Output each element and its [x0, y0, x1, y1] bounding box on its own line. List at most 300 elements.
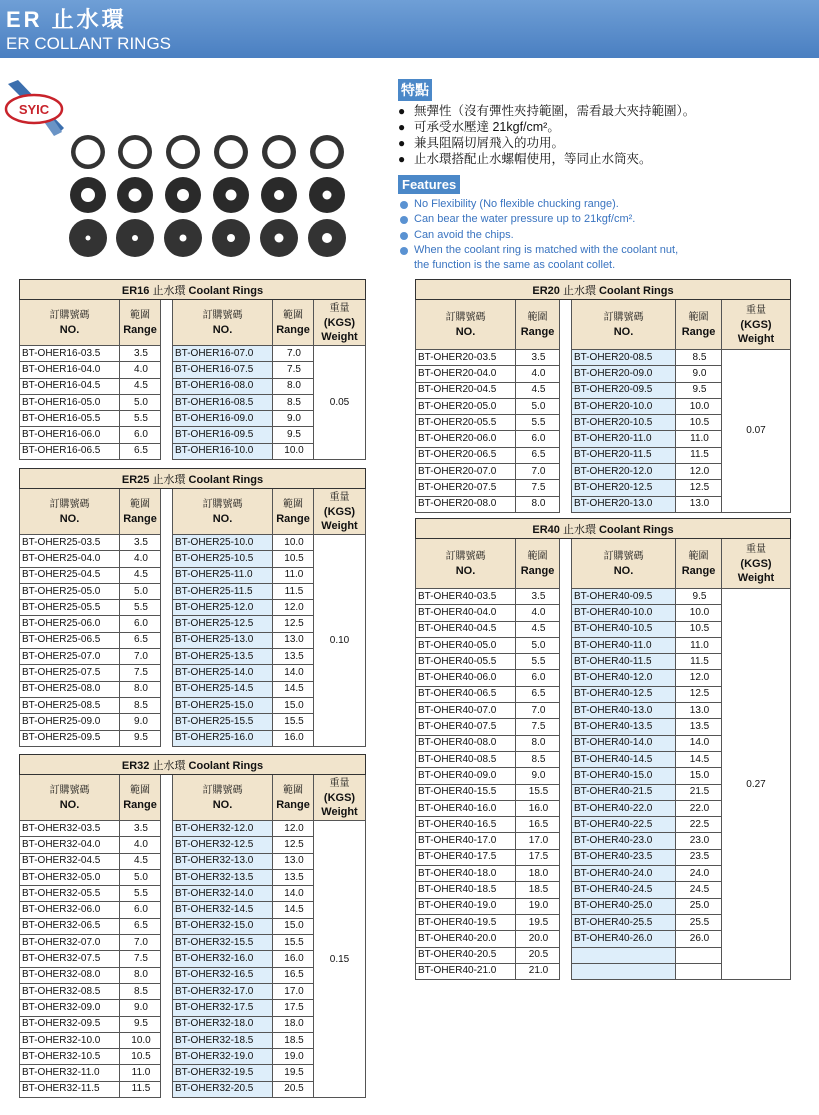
order-number: BT-OHER32-16.5	[173, 967, 273, 983]
order-number: BT-OHER16-08.5	[173, 394, 273, 410]
order-number: BT-OHER20-08.5	[572, 350, 676, 366]
column-gap	[161, 983, 173, 999]
range-value: 12.0	[273, 600, 314, 616]
range-value: 19.0	[516, 898, 560, 914]
order-number: BT-OHER32-17.5	[173, 1000, 273, 1016]
column-gap	[560, 670, 572, 686]
range-value: 9.5	[120, 1016, 161, 1032]
order-number: BT-OHER40-07.0	[416, 703, 516, 719]
range-value: 4.0	[120, 837, 161, 853]
range-value: 5.5	[516, 654, 560, 670]
order-number: BT-OHER40-22.0	[572, 800, 676, 816]
order-number: BT-OHER40-06.5	[416, 686, 516, 702]
order-number: BT-OHER20-06.5	[416, 447, 516, 463]
order-number: BT-OHER16-04.5	[20, 378, 120, 394]
range-value: 19.0	[273, 1049, 314, 1065]
col-header-no-zh: 訂購號碼	[603, 311, 644, 323]
col-header-weight	[314, 775, 366, 821]
feature-zh-item: ● 可承受水壓達 21kgf/cm²。	[398, 119, 695, 135]
range-value: 3.5	[120, 346, 161, 362]
order-number: BT-OHER25-16.0	[173, 730, 273, 746]
table-code: ER40	[532, 523, 560, 536]
column-gap	[560, 398, 572, 414]
range-value: 9.0	[120, 1000, 161, 1016]
range-value: 10.5	[676, 415, 722, 431]
order-number: BT-OHER32-05.5	[20, 886, 120, 902]
col-header-range	[273, 489, 314, 535]
table-title-en: Coolant Rings	[188, 284, 264, 297]
range-value: 23.5	[676, 849, 722, 865]
order-number: BT-OHER40-20.0	[416, 931, 516, 947]
column-gap	[161, 951, 173, 967]
syic-logo	[4, 78, 68, 138]
column-gap	[560, 833, 572, 849]
range-value: 24.0	[676, 866, 722, 882]
order-number: BT-OHER32-17.0	[173, 983, 273, 999]
table-title-en: Coolant Rings	[599, 284, 674, 297]
range-value: 6.0	[120, 616, 161, 632]
logo-text: SYIC	[18, 102, 50, 117]
range-value: 12.0	[676, 670, 722, 686]
column-gap	[161, 489, 173, 535]
order-number: BT-OHER40-21.0	[416, 963, 516, 979]
order-number: BT-OHER32-10.5	[20, 1049, 120, 1065]
range-value: 13.5	[676, 719, 722, 735]
range-value: 5.0	[120, 583, 161, 599]
col-header-weight	[314, 300, 366, 346]
col-header-no-zh: 訂購號碼	[445, 550, 486, 562]
range-value: 12.5	[273, 616, 314, 632]
range-value: 14.5	[676, 751, 722, 767]
col-header-no	[572, 300, 676, 350]
col-header-no	[20, 300, 120, 346]
col-header-no-zh: 訂購號碼	[49, 309, 90, 321]
col-header-weight	[722, 300, 791, 350]
table-title-en: Coolant Rings	[599, 523, 674, 536]
column-gap	[560, 539, 572, 589]
range-value: 4.5	[120, 853, 161, 869]
order-number: BT-OHER40-19.5	[416, 914, 516, 930]
range-value: 4.5	[516, 621, 560, 637]
range-value: 24.5	[676, 882, 722, 898]
range-value: 21.0	[516, 963, 560, 979]
range-value: 13.0	[273, 853, 314, 869]
order-number: BT-OHER40-18.5	[416, 882, 516, 898]
col-header-range-zh: 範圍	[688, 550, 709, 562]
col-header-no-en: NO.	[59, 798, 80, 811]
range-value: 6.5	[516, 447, 560, 463]
range-value: 17.0	[273, 983, 314, 999]
col-header-no-zh: 訂購號碼	[202, 309, 243, 321]
column-gap	[161, 837, 173, 853]
range-value: 4.5	[516, 382, 560, 398]
order-number: BT-OHER25-12.5	[173, 616, 273, 632]
range-value: 17.5	[273, 1000, 314, 1016]
col-header-no	[416, 300, 516, 350]
range-value: 8.5	[120, 983, 161, 999]
column-gap	[161, 600, 173, 616]
column-gap	[560, 382, 572, 398]
range-value: 19.5	[516, 914, 560, 930]
col-header-range-en: Range	[681, 325, 716, 338]
column-gap	[161, 583, 173, 599]
table-title-en: Coolant Rings	[188, 759, 264, 772]
range-value: 8.0	[120, 967, 161, 983]
column-gap	[560, 898, 572, 914]
column-gap	[560, 914, 572, 930]
range-value: 8.5	[516, 751, 560, 767]
range-value: 7.5	[516, 480, 560, 496]
column-gap	[560, 654, 572, 670]
range-value: 9.5	[676, 589, 722, 605]
order-number: BT-OHER25-15.0	[173, 697, 273, 713]
col-header-no	[572, 539, 676, 589]
order-number: BT-OHER40-10.0	[572, 605, 676, 621]
column-gap	[161, 443, 173, 459]
weight-value: 0.27	[722, 589, 791, 980]
order-number: BT-OHER32-11.0	[20, 1065, 120, 1081]
range-value: 12.5	[273, 837, 314, 853]
order-number: BT-OHER40-11.5	[572, 654, 676, 670]
range-value: 7.0	[516, 703, 560, 719]
order-number: BT-OHER25-08.0	[20, 681, 120, 697]
order-number	[572, 963, 676, 979]
table-title	[416, 519, 791, 539]
table-title-en: Coolant Rings	[188, 473, 264, 486]
range-value: 16.5	[516, 817, 560, 833]
column-gap	[161, 853, 173, 869]
column-gap	[560, 882, 572, 898]
range-value: 9.0	[273, 411, 314, 427]
column-gap	[161, 1016, 173, 1032]
col-header-no	[20, 775, 120, 821]
range-value: 26.0	[676, 931, 722, 947]
col-header-weight-unit: (KGS)	[740, 318, 772, 331]
range-value: 12.0	[676, 464, 722, 480]
col-header-range-zh: 範圍	[283, 498, 303, 510]
order-number: BT-OHER40-26.0	[572, 931, 676, 947]
column-gap	[161, 967, 173, 983]
col-header-weight	[314, 489, 366, 535]
table-title	[20, 280, 366, 300]
range-value: 11.0	[273, 567, 314, 583]
range-value: 11.5	[120, 1081, 161, 1097]
feature-zh-item: ● 無彈性（沒有彈性夾持範圍，需看最大夾持範圍）。	[398, 103, 695, 119]
range-value: 16.5	[273, 967, 314, 983]
col-header-range	[676, 300, 722, 350]
feature-en-item: No Flexibility (No flexible chucking range).	[398, 197, 678, 212]
range-value: 8.0	[516, 735, 560, 751]
order-number: BT-OHER25-14.0	[173, 665, 273, 681]
order-number: BT-OHER25-07.0	[20, 649, 120, 665]
range-value: 7.0	[273, 346, 314, 362]
table-title-zh: 止水環	[559, 284, 600, 297]
weight-value: 0.15	[314, 821, 366, 1098]
col-header-range-en: Range	[123, 323, 157, 336]
range-value: 11.5	[676, 654, 722, 670]
col-header-range-zh: 範圍	[130, 784, 150, 796]
range-value: 10.0	[273, 535, 314, 551]
range-value: 15.0	[273, 918, 314, 934]
range-value: 7.5	[273, 362, 314, 378]
order-number: BT-OHER20-07.0	[416, 464, 516, 480]
order-number: BT-OHER32-12.5	[173, 837, 273, 853]
column-gap	[560, 947, 572, 963]
range-value	[676, 947, 722, 963]
range-value: 6.5	[120, 443, 161, 459]
order-number: BT-OHER16-09.5	[173, 427, 273, 443]
col-header-range-zh: 範圍	[527, 550, 548, 562]
range-value: 5.5	[120, 886, 161, 902]
order-number: BT-OHER40-13.5	[572, 719, 676, 735]
col-header-weight-zh: 重量	[329, 777, 350, 789]
order-number: BT-OHER32-14.5	[173, 902, 273, 918]
order-number: BT-OHER40-24.0	[572, 866, 676, 882]
order-number: BT-OHER40-08.0	[416, 735, 516, 751]
range-value: 7.0	[120, 935, 161, 951]
order-number: BT-OHER40-21.5	[572, 784, 676, 800]
column-gap	[560, 686, 572, 702]
order-number: BT-OHER16-07.0	[173, 346, 273, 362]
order-number: BT-OHER40-03.5	[416, 589, 516, 605]
range-value: 9.0	[120, 714, 161, 730]
feature-zh-item: ● 止水環搭配止水螺帽使用，等同止水筒夾。	[398, 151, 695, 167]
column-gap	[560, 637, 572, 653]
range-value: 25.0	[676, 898, 722, 914]
order-number: BT-OHER32-06.0	[20, 902, 120, 918]
table-title-zh: 止水環	[559, 523, 600, 536]
order-number: BT-OHER40-25.5	[572, 914, 676, 930]
order-number: BT-OHER32-04.0	[20, 837, 120, 853]
order-number: BT-OHER20-09.5	[572, 382, 676, 398]
order-number: BT-OHER25-13.5	[173, 649, 273, 665]
order-number: BT-OHER32-16.0	[173, 951, 273, 967]
range-value: 9.5	[120, 730, 161, 746]
column-gap	[161, 869, 173, 885]
order-number: BT-OHER40-12.5	[572, 686, 676, 702]
order-number: BT-OHER32-15.5	[173, 935, 273, 951]
column-gap	[161, 1032, 173, 1048]
col-header-range	[516, 539, 560, 589]
feature-zh-item: ● 兼具阻隔切屑飛入的功用。	[398, 135, 695, 151]
weight-value: 0.05	[314, 346, 366, 460]
order-number: BT-OHER25-03.5	[20, 535, 120, 551]
range-value: 8.0	[120, 681, 161, 697]
range-value: 25.5	[676, 914, 722, 930]
order-number: BT-OHER20-10.0	[572, 398, 676, 414]
order-number: BT-OHER40-09.0	[416, 768, 516, 784]
range-value: 15.5	[273, 714, 314, 730]
range-value: 6.5	[516, 686, 560, 702]
order-number: BT-OHER16-05.0	[20, 394, 120, 410]
range-value: 10.5	[676, 621, 722, 637]
col-header-range-en: Range	[681, 564, 716, 577]
col-header-range-en: Range	[123, 798, 157, 811]
column-gap	[161, 918, 173, 934]
col-header-no-zh: 訂購號碼	[445, 311, 486, 323]
table-row	[416, 589, 791, 605]
feature-en-item: When the coolant ring is matched with the coolant nut,	[398, 243, 678, 258]
order-number: BT-OHER40-15.5	[416, 784, 516, 800]
col-header-range	[120, 775, 161, 821]
order-number: BT-OHER32-09.0	[20, 1000, 120, 1016]
col-header-range	[120, 489, 161, 535]
order-number: BT-OHER25-08.5	[20, 697, 120, 713]
range-value: 7.5	[516, 719, 560, 735]
range-value: 7.0	[120, 649, 161, 665]
range-value: 4.0	[120, 551, 161, 567]
col-header-range-zh: 範圍	[527, 311, 548, 323]
range-value: 20.0	[516, 931, 560, 947]
range-value: 14.0	[676, 735, 722, 751]
col-header-no-en: NO.	[613, 564, 634, 577]
column-gap	[560, 480, 572, 496]
range-value: 16.0	[516, 800, 560, 816]
range-value: 5.0	[516, 398, 560, 414]
range-value: 13.5	[273, 869, 314, 885]
range-value: 4.5	[120, 567, 161, 583]
order-number: BT-OHER20-05.5	[416, 415, 516, 431]
range-value: 21.5	[676, 784, 722, 800]
column-gap	[161, 551, 173, 567]
order-number: BT-OHER32-19.0	[173, 1049, 273, 1065]
column-gap	[560, 735, 572, 751]
range-value: 10.5	[273, 551, 314, 567]
order-number: BT-OHER32-11.5	[20, 1081, 120, 1097]
column-gap	[161, 665, 173, 681]
order-number: BT-OHER40-07.5	[416, 719, 516, 735]
range-value: 3.5	[120, 821, 161, 837]
order-number: BT-OHER25-09.5	[20, 730, 120, 746]
order-number: BT-OHER16-06.0	[20, 427, 120, 443]
order-number: BT-OHER32-05.0	[20, 869, 120, 885]
range-value: 6.0	[120, 427, 161, 443]
order-number: BT-OHER20-08.0	[416, 496, 516, 512]
column-gap	[560, 621, 572, 637]
column-gap	[161, 1000, 173, 1016]
range-value: 5.0	[120, 869, 161, 885]
order-number: BT-OHER16-06.5	[20, 443, 120, 459]
range-value: 19.5	[273, 1065, 314, 1081]
order-number: BT-OHER40-09.5	[572, 589, 676, 605]
col-header-weight	[722, 539, 791, 589]
table-title	[20, 469, 366, 489]
order-number: BT-OHER40-16.0	[416, 800, 516, 816]
col-header-range-en: Range	[276, 323, 310, 336]
column-gap	[161, 300, 173, 346]
order-number: BT-OHER20-06.0	[416, 431, 516, 447]
column-gap	[560, 817, 572, 833]
col-header-weight-unit: (KGS)	[740, 557, 772, 570]
order-number: BT-OHER32-09.5	[20, 1016, 120, 1032]
col-header-no-en: NO.	[455, 325, 476, 338]
order-number: BT-OHER40-05.0	[416, 637, 516, 653]
order-number: BT-OHER20-04.0	[416, 366, 516, 382]
column-gap	[161, 730, 173, 746]
column-gap	[161, 378, 173, 394]
order-number: BT-OHER16-10.0	[173, 443, 273, 459]
order-number: BT-OHER25-05.5	[20, 600, 120, 616]
order-number: BT-OHER25-07.5	[20, 665, 120, 681]
column-gap	[560, 431, 572, 447]
col-header-no-en: NO.	[212, 798, 233, 811]
table-code: ER25	[121, 473, 150, 486]
order-number: BT-OHER40-23.0	[572, 833, 676, 849]
col-header-weight-unit: (KGS)	[323, 316, 356, 329]
column-gap	[560, 768, 572, 784]
table-title	[20, 755, 366, 775]
col-header-range-zh: 範圍	[688, 311, 709, 323]
range-value: 6.0	[516, 431, 560, 447]
er40-table	[415, 518, 791, 980]
order-number: BT-OHER32-13.0	[173, 853, 273, 869]
range-value: 8.0	[273, 378, 314, 394]
order-number: BT-OHER20-05.0	[416, 398, 516, 414]
range-value: 13.0	[676, 496, 722, 512]
range-value: 3.5	[516, 589, 560, 605]
order-number: BT-OHER40-12.0	[572, 670, 676, 686]
range-value: 15.5	[516, 784, 560, 800]
order-number: BT-OHER25-04.5	[20, 567, 120, 583]
column-gap	[560, 849, 572, 865]
col-header-weight-zh: 重量	[329, 302, 350, 314]
column-gap	[161, 535, 173, 551]
column-gap	[560, 963, 572, 979]
column-gap	[161, 411, 173, 427]
col-header-weight-en: Weight	[737, 332, 775, 345]
features-zh-list	[398, 103, 695, 167]
col-header-no-zh: 訂購號碼	[202, 784, 243, 796]
order-number: BT-OHER25-10.0	[173, 535, 273, 551]
order-number: BT-OHER40-04.5	[416, 621, 516, 637]
column-gap	[560, 300, 572, 350]
range-value: 18.0	[273, 1016, 314, 1032]
column-gap	[161, 697, 173, 713]
range-value: 20.5	[516, 947, 560, 963]
order-number: BT-OHER25-09.0	[20, 714, 120, 730]
order-number: BT-OHER20-12.5	[572, 480, 676, 496]
range-value: 7.0	[516, 464, 560, 480]
column-gap	[161, 346, 173, 362]
features-en-list	[398, 197, 678, 273]
column-gap	[161, 567, 173, 583]
table-row	[20, 821, 366, 837]
column-gap	[560, 496, 572, 512]
col-header-range-zh: 範圍	[130, 498, 150, 510]
range-value: 15.0	[676, 768, 722, 784]
range-value: 8.5	[676, 350, 722, 366]
col-header-weight-zh: 重量	[746, 543, 766, 555]
column-gap	[560, 800, 572, 816]
col-header-no-en: NO.	[613, 325, 634, 338]
range-value: 22.0	[676, 800, 722, 816]
order-number: BT-OHER32-08.0	[20, 967, 120, 983]
order-number: BT-OHER40-14.5	[572, 751, 676, 767]
order-number: BT-OHER16-04.0	[20, 362, 120, 378]
order-number: BT-OHER16-08.0	[173, 378, 273, 394]
table-title-zh: 止水環	[149, 759, 189, 772]
order-number: BT-OHER20-10.5	[572, 415, 676, 431]
weight-value: 0.07	[722, 350, 791, 513]
order-number: BT-OHER25-06.5	[20, 632, 120, 648]
range-value: 22.5	[676, 817, 722, 833]
column-gap	[161, 649, 173, 665]
col-header-no-zh: 訂購號碼	[202, 498, 243, 510]
col-header-range-en: Range	[276, 798, 310, 811]
table-row	[20, 535, 366, 551]
table-row	[20, 346, 366, 362]
order-number: BT-OHER16-09.0	[173, 411, 273, 427]
